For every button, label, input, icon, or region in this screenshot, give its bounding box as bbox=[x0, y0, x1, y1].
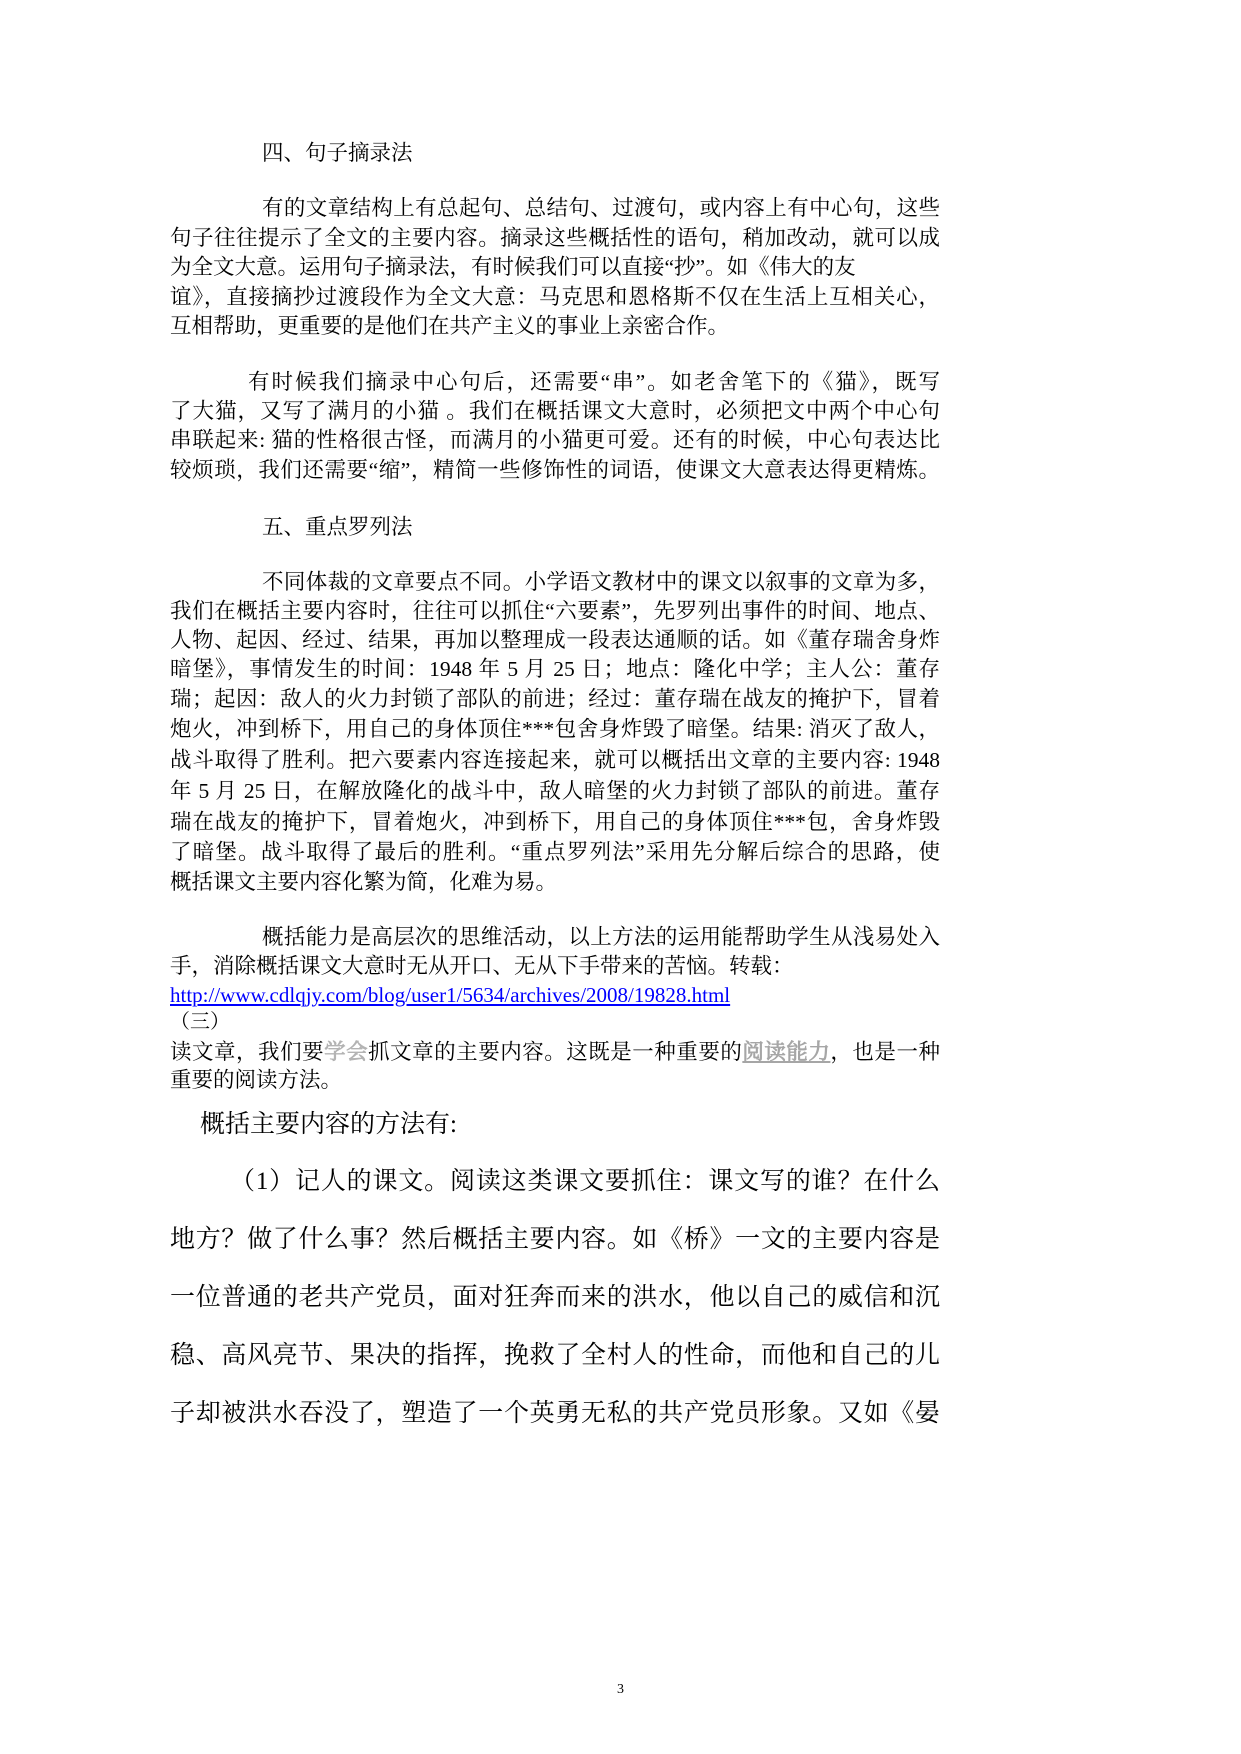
text-line: 战斗取得了胜利。把六要素内容连接起来，就可以概括出文章的主要内容: 1948 bbox=[170, 748, 940, 772]
intro-segment: ，也是一种 bbox=[830, 1040, 940, 1064]
text-line: 人物、起因、经过、结果，再加以整理成一段表达通顺的话。如《董存瑞舍身炸 bbox=[170, 628, 940, 652]
text-line: 概括课文主要内容化繁为简，化难为易。 bbox=[170, 870, 558, 894]
text-line: 了暗堡。战斗取得了最后的胜利。“重点罗列法”采用先分解后综合的思路，使 bbox=[170, 840, 940, 864]
text-line: 概括能力是高层次的思维活动，以上方法的运用能帮助学生从浅易处入 bbox=[262, 925, 940, 949]
learn-link[interactable]: 学会 bbox=[324, 1040, 369, 1064]
source-url-link[interactable]: http://www.cdlqjy.com/blog/user1/5634/archives/2008/19828.html bbox=[170, 983, 731, 1007]
page-number: 3 bbox=[617, 1682, 624, 1697]
text-line: 谊》，直接摘抄过渡段作为全文大意：马克思和恩格斯不仅在生活上互相关心， bbox=[170, 285, 940, 309]
text-line: 炮火，冲到桥下，用自己的身体顶住***包舍身炸毁了暗堡。结果: 消灭了敌人， bbox=[170, 717, 940, 741]
intro-segment: 抓文章的主要内容。这既是一种重要的 bbox=[368, 1040, 743, 1064]
text-line: 一位普通的老共产党员，面对狂奔而来的洪水，他以自己的威信和沉 bbox=[170, 1284, 940, 1311]
text-line: 年 5 月 25 日，在解放隆化的战斗中，敌人暗堡的火力封锁了部队的前进。董存 bbox=[170, 779, 940, 803]
text-line: 了大猫，又写了满月的小猫 。我们在概括课文大意时，必须把文中两个中心句 bbox=[170, 399, 940, 423]
source-link-line bbox=[170, 980, 940, 1010]
part-marker: （三） bbox=[170, 1011, 230, 1033]
text-line: 手，消除概括课文大意时无从开口、无从下手带来的苦恼。转载： bbox=[170, 954, 794, 978]
text-line: 较烦琐，我们还需要“缩”，精简一些修饰性的词语，使课文大意表达得更精炼。 bbox=[170, 458, 940, 482]
text-line: 我们在概括主要内容时，往往可以抓住“六要素”，先罗列出事件的时间、地点、 bbox=[170, 599, 940, 623]
text-line: 稳、高风亮节、果决的指挥，挽救了全村人的性命，而他和自己的儿 bbox=[170, 1342, 940, 1369]
text-line: 暗堡》，事情发生的时间：1948 年 5 月 25 日；地点：隆化中学；主人公：董存 bbox=[170, 657, 940, 681]
text-line: 有的文章结构上有总起句、总结句、过渡句，或内容上有中心句，这些 bbox=[262, 196, 940, 220]
text-line: 串联起来: 猫的性格很古怪，而满月的小猫更可爱。还有的时候，中心句表达比 bbox=[170, 428, 940, 452]
text-line: 地方？做了什么事？然后概括主要内容。如《桥》一文的主要内容是 bbox=[170, 1226, 940, 1253]
text-line: 不同体裁的文章要点不同。小学语文教材中的课文以叙事的文章为多， bbox=[262, 570, 940, 594]
text-line: 瑞；起因：敌人的火力封锁了部队的前进；经过：董存瑞在战友的掩护下，冒着 bbox=[170, 687, 940, 711]
text-line: 子却被洪水吞没了，塑造了一个英勇无私的共产党员形象。又如《晏 bbox=[170, 1400, 940, 1427]
text-line: 重要的阅读方法。 bbox=[170, 1068, 343, 1092]
text-line: 句子往往提示了全文的主要内容。摘录这些概括性的语句，稍加改动，就可以成 bbox=[170, 226, 940, 250]
key-points-listing-heading: 五、重点罗列法 bbox=[262, 515, 413, 539]
text-line: 为全文大意。运用句子摘录法，有时候我们可以直接“抄”。如《伟大的友 bbox=[170, 255, 856, 279]
text-line: 互相帮助，更重要的是他们在共产主义的事业上亲密合作。 bbox=[170, 314, 730, 338]
intro-line bbox=[170, 1037, 940, 1067]
text-line: 有时候我们摘录中心句后，还需要“串”。如老舍笔下的《猫》，既写 bbox=[248, 370, 940, 394]
text-line: （1）记人的课文。阅读这类课文要抓住：课文写的谁？在什么 bbox=[230, 1168, 940, 1195]
sentence-extraction-heading: 四、句子摘录法 bbox=[262, 141, 413, 165]
text-line: 瑞在战友的掩护下，冒着炮火，冲到桥下，用自己的身体顶住***包，舍身炸毁 bbox=[170, 810, 940, 834]
intro-segment: 读文章，我们要 bbox=[170, 1040, 325, 1064]
methods-heading: 概括主要内容的方法有: bbox=[200, 1111, 457, 1138]
reading-ability-link[interactable]: 阅读能力 bbox=[742, 1040, 831, 1064]
